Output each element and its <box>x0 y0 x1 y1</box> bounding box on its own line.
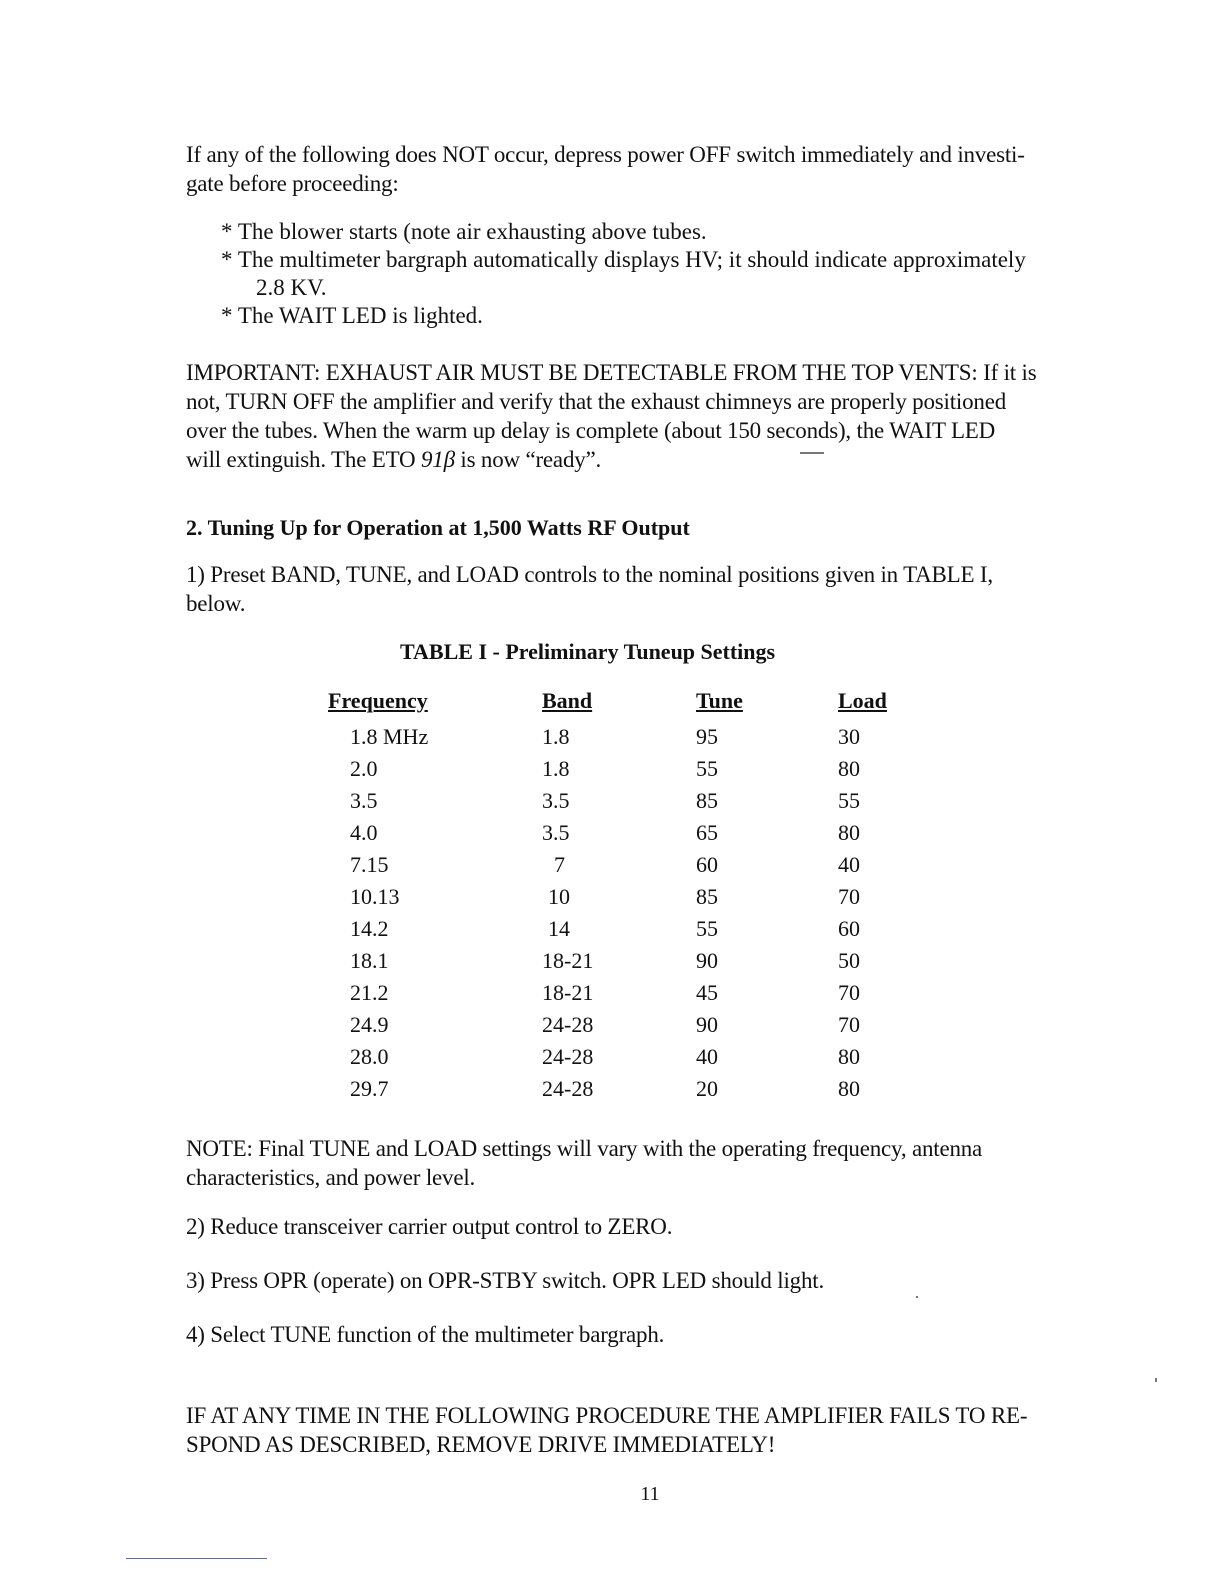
step-3: 3) Press OPR (operate) on OPR-STBY switch. OPR LED should light. <box>186 1268 825 1293</box>
scan-mark <box>800 452 824 454</box>
cell-tune: 65 <box>696 820 718 845</box>
checklist-item <box>221 302 1101 330</box>
cell-load: 40 <box>838 852 860 877</box>
step-2: 2) Reduce transceiver carrier output control to ZERO. <box>186 1214 673 1239</box>
step-1-line-1: 1) Preset BAND, TUNE, and LOAD controls to the nominal positions given in TABLE I, <box>186 562 993 587</box>
intro-line-1: If any of the following does NOT occur, depress power OFF switch immediately and investi- <box>186 142 1025 167</box>
cell-frequency: 21.2 <box>350 980 389 1005</box>
cell-band: 14 <box>548 916 570 941</box>
cell-band: 24-28 <box>542 1012 594 1037</box>
table-row <box>328 724 928 756</box>
cell-band: 18-21 <box>542 980 594 1005</box>
cell-band: 7 <box>554 852 565 877</box>
cell-band: 3.5 <box>542 788 570 813</box>
note-line-2: characteristics, and power level. <box>186 1165 476 1190</box>
table-row <box>328 1012 928 1044</box>
note-line-1: NOTE: Final TUNE and LOAD settings will vary with the operating frequency, antenna <box>186 1136 983 1161</box>
cell-tune: 45 <box>696 980 718 1005</box>
bullet-marker: * <box>221 303 233 328</box>
bullet-marker: * <box>221 247 233 272</box>
cell-tune: 55 <box>696 916 718 941</box>
checklist-item <box>221 218 1101 246</box>
table-row <box>328 948 928 980</box>
important-line-4-prefix: will extinguish. The ETO <box>186 447 421 472</box>
cell-band: 1.8 <box>542 756 570 781</box>
warning-paragraph <box>186 1401 1106 1459</box>
cell-load: 55 <box>838 788 860 813</box>
table-row <box>328 916 928 948</box>
scan-mark <box>916 1296 918 1298</box>
cell-load: 50 <box>838 948 860 973</box>
cell-frequency: 14.2 <box>350 916 389 941</box>
cell-load: 70 <box>838 1012 860 1037</box>
checklist-item-text: The multimeter bargraph automatically displays HV; it should indicate approximately <box>237 247 1026 272</box>
cell-band: 18-21 <box>542 948 594 973</box>
cell-tune: 90 <box>696 948 718 973</box>
cell-band: 3.5 <box>542 820 570 845</box>
column-header-band: Band <box>542 688 593 713</box>
bullet-marker: * <box>221 219 233 244</box>
cell-frequency: 18.1 <box>350 948 389 973</box>
scan-mark <box>1155 1378 1157 1382</box>
footer-rule <box>126 1558 267 1559</box>
cell-tune: 85 <box>696 884 718 909</box>
checklist-item <box>221 246 1101 302</box>
table-row <box>328 1044 928 1076</box>
cell-tune: 60 <box>696 852 718 877</box>
cell-load: 80 <box>838 1044 860 1069</box>
important-line-2: not, TURN OFF the amplifier and verify that the exhaust chimneys are properly positioned <box>186 389 1007 414</box>
step-1-line-2: below. <box>186 591 246 616</box>
cell-frequency: 24.9 <box>350 1012 389 1037</box>
warning-line-1: IF AT ANY TIME IN THE FOLLOWING PROCEDURE THE AMPLIFIER FAILS TO RE- <box>186 1403 1028 1428</box>
table-row <box>328 884 928 916</box>
cell-tune: 55 <box>696 756 718 781</box>
section-heading: 2. Tuning Up for Operation at 1,500 Watts RF Output <box>186 515 690 540</box>
cell-frequency: 7.15 <box>350 852 389 877</box>
cell-load: 80 <box>838 1076 860 1101</box>
cell-tune: 40 <box>696 1044 718 1069</box>
important-paragraph <box>186 358 1106 474</box>
cell-load: 70 <box>838 980 860 1005</box>
cell-band: 24-28 <box>542 1076 594 1101</box>
cell-frequency: 10.13 <box>350 884 400 909</box>
column-header-tune: Tune <box>696 688 743 713</box>
column-header-load: Load <box>838 688 887 713</box>
note-paragraph <box>186 1134 1106 1192</box>
checklist-item-text: The blower starts (note air exhausting above tubes. <box>237 219 707 244</box>
model-name: 91β <box>421 447 455 472</box>
cell-frequency: 29.7 <box>350 1076 389 1101</box>
table-title: TABLE I - Preliminary Tuneup Settings <box>400 639 776 664</box>
cell-load: 30 <box>838 724 860 749</box>
cell-frequency: 3.5 <box>350 788 378 813</box>
warning-line-2: SPOND AS DESCRIBED, REMOVE DRIVE IMMEDIATELY! <box>186 1432 776 1457</box>
table-header-row <box>328 688 928 724</box>
table-row <box>328 1076 928 1108</box>
cell-tune: 20 <box>696 1076 718 1101</box>
checklist-item-text: The WAIT LED is lighted. <box>237 303 483 328</box>
checklist <box>221 218 1101 330</box>
intro-line-2: gate before proceeding: <box>186 171 399 196</box>
table-row <box>328 852 928 884</box>
cell-frequency: 1.8 MHz <box>350 724 429 749</box>
cell-load: 60 <box>838 916 860 941</box>
step-1 <box>186 560 1106 618</box>
column-header-frequency: Frequency <box>328 688 428 713</box>
important-line-3: over the tubes. When the warm up delay is complete (about 150 seconds), the WAIT LED <box>186 418 996 443</box>
cell-frequency: 2.0 <box>350 756 378 781</box>
tuneup-table <box>328 688 928 1108</box>
checklist-item-continuation: 2.8 KV. <box>256 275 327 300</box>
cell-load: 80 <box>838 756 860 781</box>
cell-tune: 95 <box>696 724 718 749</box>
cell-load: 80 <box>838 820 860 845</box>
cell-band: 1.8 <box>542 724 570 749</box>
cell-load: 70 <box>838 884 860 909</box>
cell-band: 10 <box>548 884 570 909</box>
important-line-1: IMPORTANT: EXHAUST AIR MUST BE DETECTABLE FROM THE TOP VENTS: If it is <box>186 360 1037 385</box>
cell-tune: 90 <box>696 1012 718 1037</box>
cell-band: 24-28 <box>542 1044 594 1069</box>
cell-frequency: 4.0 <box>350 820 378 845</box>
cell-frequency: 28.0 <box>350 1044 389 1069</box>
table-row <box>328 820 928 852</box>
table-row <box>328 980 928 1012</box>
step-4: 4) Select TUNE function of the multimeter bargraph. <box>186 1322 665 1347</box>
important-line-4-suffix: is now “ready”. <box>454 447 602 472</box>
table-row <box>328 788 928 820</box>
cell-tune: 85 <box>696 788 718 813</box>
intro-paragraph <box>186 140 1106 198</box>
table-row <box>328 756 928 788</box>
page-number: 11 <box>640 1483 660 1505</box>
